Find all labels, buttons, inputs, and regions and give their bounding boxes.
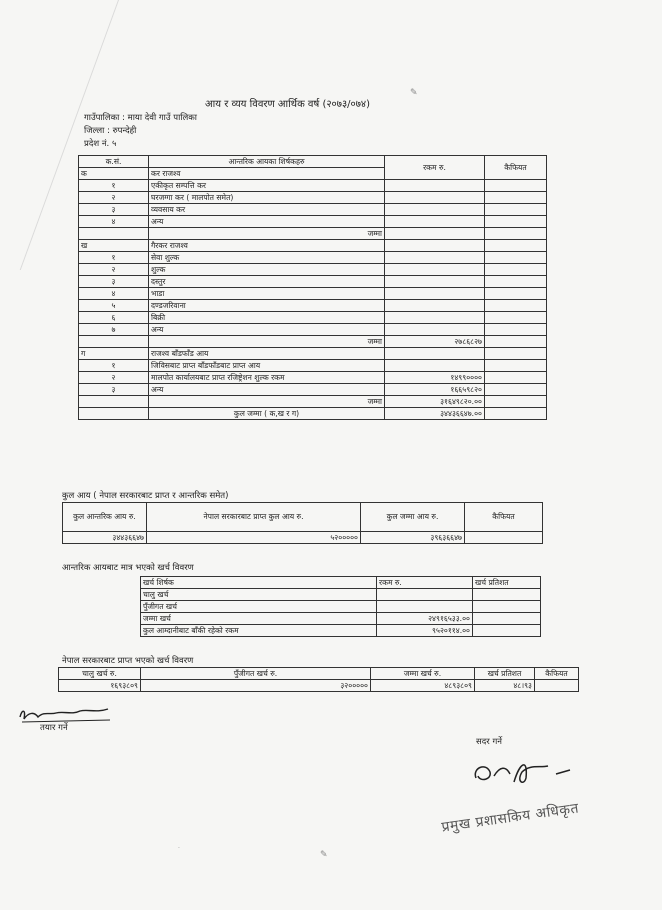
table-row: ७ अन्य — [79, 324, 547, 336]
subtotal-row: जम्मा — [79, 228, 547, 240]
table-row: १ एकीकृत सम्पत्ति कर — [79, 180, 547, 192]
table-row — [79, 348, 547, 360]
internal-income-table — [78, 155, 547, 420]
table-row: १ जिविसबाट प्राप्त बाँडफाँडबाट प्राप्त आय — [79, 360, 547, 372]
internal-expense-heading: आन्तरिक आयबाट मात्र भएको खर्च विवरण — [62, 563, 194, 573]
grand-total-row: कुल जम्मा ( क,ख र ग) ३४४३६६४७.०० — [79, 408, 547, 420]
table-row: जम्मा खर्च २४९१६५३३.०० — [141, 613, 541, 625]
table-header-row: कुल आन्तरिक आय रु. नेपाल सरकारबाट प्राप्त कुल आय रु. कुल जम्मा आय रु. कैफियत — [63, 503, 543, 532]
table-header-row — [79, 156, 547, 168]
table-row: ३ अन्य १६६५९८२० — [79, 384, 547, 396]
internal-expense-table — [140, 576, 541, 637]
section-ga-title: राजश्व बाँडफाँड आय — [149, 348, 385, 360]
table-row — [79, 240, 547, 252]
district-label: जिल्ला : रुपन्देही — [84, 126, 137, 136]
officer-seal-text: प्रमुख प्रशासकिय अधिकृत — [440, 800, 580, 836]
col-head: आन्तरिक आयका शिर्षकहरु — [149, 156, 385, 168]
table-row: कुल आम्दानीबाट बाँकी रहेको रकम ९५२०११४.०० — [141, 625, 541, 637]
total-income-heading: कुल आय ( नेपाल सरकारबाट प्राप्त र आन्तरिक समेत) — [62, 491, 229, 501]
govt-expense-heading: नेपाल सरकारबाट प्राप्त भएको खर्च विवरण — [62, 656, 194, 666]
subtotal-row: जम्मा ३१६४९८२०.०० — [79, 396, 547, 408]
document-title: आय र व्यय विवरण आर्थिक वर्ष (२०७३/०७४) — [205, 99, 371, 110]
table-row: २ शुल्क — [79, 264, 547, 276]
table-row: १ सेवा शुल्क — [79, 252, 547, 264]
ink-mark: ✎ — [410, 88, 418, 98]
table-row: ६ बिक्री — [79, 312, 547, 324]
dot-mark: · — [178, 845, 180, 852]
section-ka: क — [79, 168, 149, 180]
officer-signature — [470, 752, 580, 792]
table-row: ३ दस्तुर — [79, 276, 547, 288]
col-amount: रकम रु. — [385, 156, 485, 180]
govt-expense-table — [58, 667, 579, 692]
section-ga: ग — [79, 348, 149, 360]
col-sn: क.सं. — [79, 156, 149, 168]
subtotal-row: जम्मा २७८६८२७ — [79, 336, 547, 348]
table-row: ४ भाडा — [79, 288, 547, 300]
table-header-row: चालु खर्च रु. पुँजीगत खर्च रु. जम्मा खर्च रु. खर्च प्रतिशत कैफियत — [59, 668, 579, 680]
table-row: ४ अन्य — [79, 216, 547, 228]
total-income-table — [62, 502, 543, 544]
table-header-row: खर्च शिर्षक रकम रु. खर्च प्रतिशत — [141, 577, 541, 589]
table-row: ५ दण्डजरिवाना — [79, 300, 547, 312]
table-row: ३ व्यवसाय कर — [79, 204, 547, 216]
gaupalika-label: गाउँपालिका : माया देवी गाउँ पालिका — [84, 113, 197, 123]
approved-by-label: सदर गर्ने — [476, 737, 502, 747]
table-row: १६९३८०९ ३२००००० ४८९३८०९ ४८।९३ — [59, 680, 579, 692]
table-row: २ मालपोत कार्यालयबाट प्राप्त रजिष्ट्रेशन शुल्क रकम १४९९०००० — [79, 372, 547, 384]
section-kha-title: गैरकर राजश्व — [149, 240, 385, 252]
prepared-by-label: तयार गर्ने — [40, 723, 68, 733]
table-row: २ घरजग्गा कर ( मालपोत समेत) — [79, 192, 547, 204]
province-label: प्रदेश नं. ५ — [84, 139, 117, 149]
col-remarks: कैफियत — [485, 156, 547, 180]
table-row: ३४४३६६४७ ५२००००० ३९६३६६४७ — [63, 532, 543, 544]
section-ka-title: कर राजश्व — [149, 168, 385, 180]
ink-mark: ✎ — [320, 850, 328, 860]
table-row: चालु खर्च — [141, 589, 541, 601]
table-row: पुँजीगत खर्च — [141, 601, 541, 613]
section-kha: ख — [79, 240, 149, 252]
